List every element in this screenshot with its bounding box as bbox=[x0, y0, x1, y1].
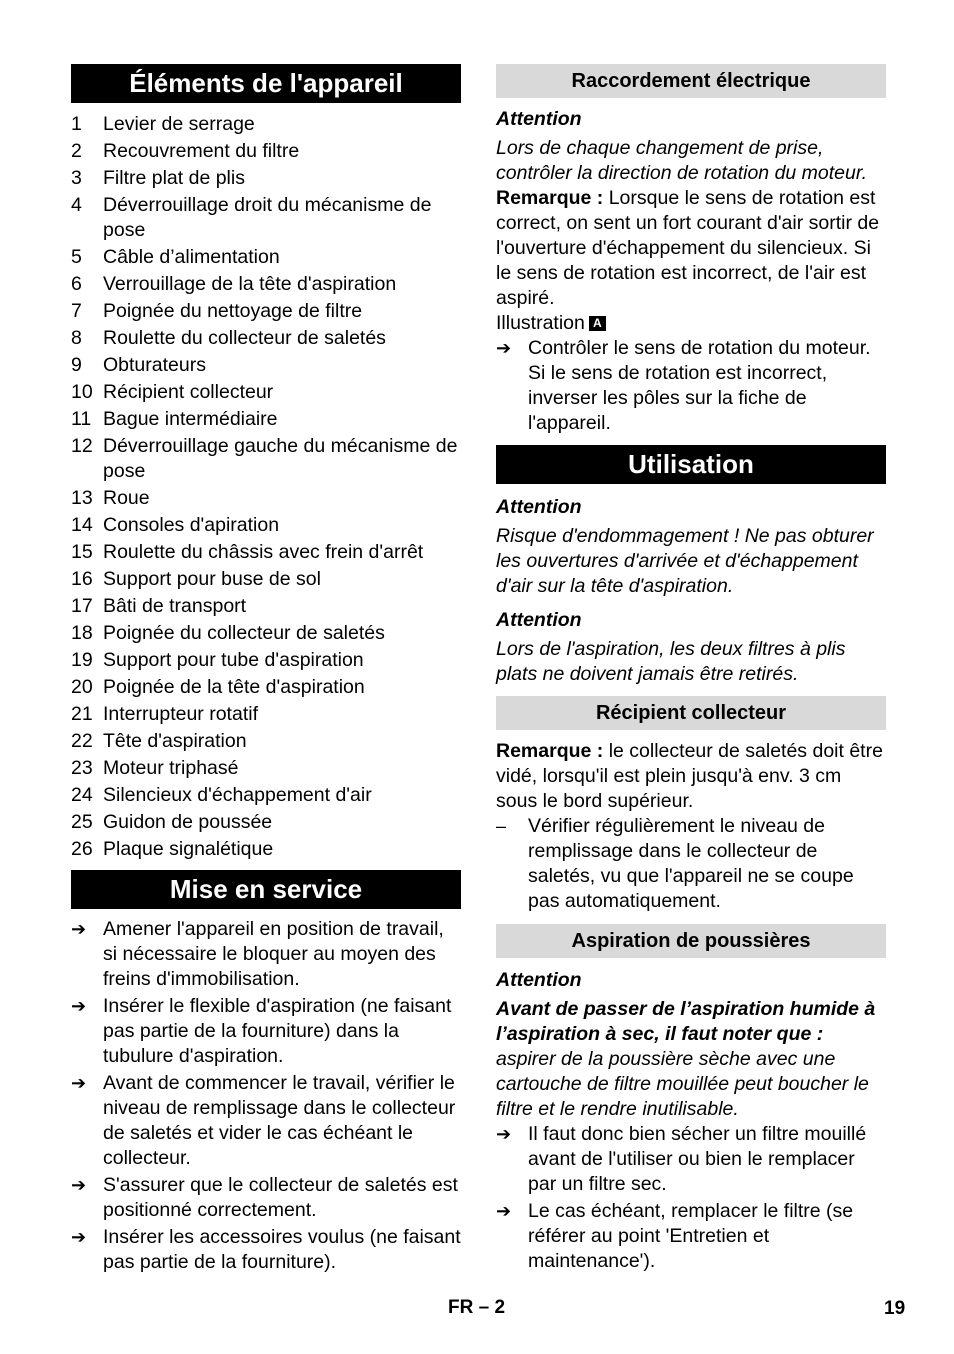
right-column bbox=[496, 64, 886, 1276]
subsection-title-recipient: Récipient collecteur bbox=[496, 696, 886, 730]
item-label: Filtre plat de plis bbox=[103, 167, 245, 189]
item-number: 14 bbox=[71, 514, 93, 536]
item-label: Interrupteur rotatif bbox=[103, 703, 258, 725]
item-number: 22 bbox=[71, 730, 93, 752]
item-number: 11 bbox=[71, 408, 92, 430]
util-warning-2: Lors de l'aspiration, les deux filtres à plis plats ne doivent jamais être retirés. bbox=[496, 638, 846, 685]
parts-list bbox=[71, 112, 461, 862]
page-number: 19 bbox=[884, 1298, 906, 1319]
recip-dash-item bbox=[496, 814, 886, 914]
list-item bbox=[71, 112, 461, 137]
step-item bbox=[71, 1225, 461, 1275]
item-label: Poignée de la tête d'aspiration bbox=[103, 676, 365, 698]
item-label: Tête d'aspiration bbox=[103, 730, 247, 752]
step-item bbox=[71, 1071, 461, 1171]
list-item bbox=[71, 486, 461, 511]
item-label: Poignée du collecteur de saletés bbox=[103, 622, 385, 644]
item-label: Guidon de poussée bbox=[103, 811, 273, 833]
item-label: Roulette du collecteur de saletés bbox=[103, 327, 386, 349]
list-item bbox=[71, 810, 461, 835]
arrow-icon: ➔ bbox=[71, 919, 87, 939]
remark-label: Remarque : bbox=[496, 187, 604, 209]
item-number: 2 bbox=[71, 140, 82, 162]
item-number: 18 bbox=[71, 622, 93, 644]
list-item bbox=[71, 326, 461, 351]
arrow-icon: ➔ bbox=[496, 338, 512, 358]
item-number: 10 bbox=[71, 381, 93, 403]
item-label: Silencieux d'échappement d'air bbox=[103, 784, 372, 806]
item-number: 17 bbox=[71, 595, 93, 617]
step-text: Avant de commencer le travail, vérifier le niveau de remplissage dans le collecteur de saletés et vider le cas échéant le collecteur. bbox=[103, 1072, 456, 1169]
illustration-badge: A bbox=[589, 316, 606, 331]
list-item bbox=[71, 407, 461, 432]
list-item bbox=[71, 299, 461, 324]
list-item bbox=[71, 648, 461, 673]
recip-dash-text: Vérifier régulièrement le niveau de remplissage dans le collecteur de saletés, vu que l'appareil ne se coupe pas automatiquement. bbox=[528, 815, 854, 912]
list-item bbox=[71, 621, 461, 646]
section-title-mise-en-service: Mise en service bbox=[71, 870, 461, 909]
arrow-icon: ➔ bbox=[71, 1175, 87, 1195]
item-label: Poignée du nettoyage de filtre bbox=[103, 300, 363, 322]
item-label: Support pour buse de sol bbox=[103, 568, 321, 590]
list-item bbox=[71, 245, 461, 270]
attention-label: Attention bbox=[496, 108, 582, 130]
elec-step bbox=[496, 336, 886, 436]
item-label: Moteur triphasé bbox=[103, 757, 239, 779]
arrow-icon: ➔ bbox=[71, 1073, 87, 1093]
item-label: Bâti de transport bbox=[103, 595, 247, 617]
list-item bbox=[71, 353, 461, 378]
step-item bbox=[71, 917, 461, 992]
item-number: 3 bbox=[71, 167, 82, 189]
arrow-icon: ➔ bbox=[71, 996, 87, 1016]
item-label: Recouvrement du filtre bbox=[103, 140, 300, 162]
list-item bbox=[71, 594, 461, 619]
item-number: 15 bbox=[71, 541, 93, 563]
subsection-title-raccordement: Raccordement électrique bbox=[496, 64, 886, 98]
step-item bbox=[496, 1122, 886, 1197]
mise-en-service-steps bbox=[71, 917, 461, 1275]
item-label: Verrouillage de la tête d'aspiration bbox=[103, 273, 397, 295]
dash-bullet: – bbox=[496, 816, 507, 836]
step-text: S'assurer que le collecteur de saletés est positionné correctement. bbox=[103, 1174, 458, 1221]
illustration-ref bbox=[496, 311, 886, 336]
elec-warning: Lors de chaque changement de prise, contrôler la direction de rotation du moteur. bbox=[496, 137, 868, 184]
item-number: 6 bbox=[71, 273, 82, 295]
step-item bbox=[496, 1199, 886, 1274]
item-number: 24 bbox=[71, 784, 93, 806]
item-number: 9 bbox=[71, 354, 82, 376]
item-number: 7 bbox=[71, 300, 82, 322]
arrow-icon: ➔ bbox=[496, 1124, 512, 1144]
list-item bbox=[71, 837, 461, 862]
elec-remark-text: Lorsque le sens de rotation est correct, on sent un fort courant d'air sortir de l'ouverture d'échappement du silencieux. Si le sens de rotation est incorrect, de l'air est aspiré. bbox=[496, 187, 880, 309]
left-column bbox=[71, 64, 461, 1277]
dust-warning-text: aspirer de la poussière sèche avec une cartouche de filtre mouillée peut boucher le filtre et le rendre inutilisable. bbox=[496, 1048, 869, 1120]
step-text: Amener l'appareil en position de travail, si nécessaire le bloquer au moyen des freins d'immobilisation. bbox=[103, 918, 444, 990]
step-text: Il faut donc bien sécher un filtre mouillé avant de l'utiliser ou bien le remplacer par un filtre sec. bbox=[528, 1123, 867, 1195]
item-label: Roue bbox=[103, 487, 150, 509]
util-warning-1: Risque d'endommagement ! Ne pas obturer les ouvertures d'arrivée et d'échappement d'air sur la tête d'aspiration. bbox=[496, 525, 874, 597]
item-label: Plaque signalétique bbox=[103, 838, 274, 860]
step-item bbox=[71, 994, 461, 1069]
step-text: Le cas échéant, remplacer le filtre (se référer au point 'Entretien et maintenance'). bbox=[528, 1200, 854, 1272]
list-item bbox=[71, 729, 461, 754]
remark-label: Remarque : bbox=[496, 740, 604, 762]
recip-remark bbox=[496, 739, 886, 814]
step-item bbox=[71, 1173, 461, 1223]
list-item bbox=[71, 540, 461, 565]
list-item bbox=[71, 193, 461, 243]
item-number: 13 bbox=[71, 487, 93, 509]
step-text: Insérer les accessoires voulus (ne faisant pas partie de la fourniture). bbox=[103, 1226, 461, 1273]
recip-remark-text: le collecteur de saletés doit être vidé, lorsqu'il est plein jusqu'à env. 3 cm sous le bord supérieur. bbox=[496, 740, 883, 812]
item-label: Consoles d'apiration bbox=[103, 514, 280, 536]
attention-label: Attention bbox=[496, 496, 582, 518]
item-label: Câble d’alimentation bbox=[103, 246, 280, 268]
list-item bbox=[71, 166, 461, 191]
item-label: Bague intermédiaire bbox=[103, 408, 278, 430]
arrow-icon: ➔ bbox=[496, 1201, 512, 1221]
list-item bbox=[71, 783, 461, 808]
arrow-icon: ➔ bbox=[71, 1227, 87, 1247]
list-item bbox=[71, 702, 461, 727]
list-item bbox=[71, 675, 461, 700]
item-number: 25 bbox=[71, 811, 93, 833]
elec-remark bbox=[496, 186, 886, 311]
list-item bbox=[71, 756, 461, 781]
item-number: 23 bbox=[71, 757, 93, 779]
list-item bbox=[71, 513, 461, 538]
list-item bbox=[71, 139, 461, 164]
elec-step-text: Contrôler le sens de rotation du moteur. Si le sens de rotation est incorrect, inverser les pôles sur la fiche de l'appareil. bbox=[528, 337, 871, 434]
item-label: Roulette du châssis avec frein d'arrêt bbox=[103, 541, 424, 563]
item-number: 1 bbox=[71, 113, 82, 135]
attention-label: Attention bbox=[496, 969, 582, 991]
item-number: 16 bbox=[71, 568, 93, 590]
list-item bbox=[71, 380, 461, 405]
step-text: Insérer le flexible d'aspiration (ne faisant pas partie de la fourniture) dans la tubulure d'aspiration. bbox=[103, 995, 452, 1067]
section-page-label: FR – 2 bbox=[448, 1297, 506, 1318]
dust-warning-bold: Avant de passer de l’aspiration humide à l’aspiration à sec, il faut noter que : bbox=[496, 998, 876, 1045]
item-label: Support pour tube d'aspiration bbox=[103, 649, 364, 671]
item-number: 19 bbox=[71, 649, 93, 671]
item-label: Obturateurs bbox=[103, 354, 206, 376]
item-number: 21 bbox=[71, 703, 93, 725]
attention-label: Attention bbox=[496, 609, 582, 631]
list-item bbox=[71, 567, 461, 592]
item-number: 4 bbox=[71, 194, 82, 216]
item-number: 26 bbox=[71, 838, 93, 860]
item-label: Récipient collecteur bbox=[103, 381, 274, 403]
illustration-label: Illustration bbox=[496, 312, 585, 334]
subsection-title-poussieres: Aspiration de poussières bbox=[496, 924, 886, 958]
item-number: 5 bbox=[71, 246, 82, 268]
section-title-utilisation: Utilisation bbox=[496, 445, 886, 484]
dust-steps bbox=[496, 1122, 886, 1274]
item-number: 8 bbox=[71, 327, 82, 349]
item-label: Déverrouillage gauche du mécanisme de pose bbox=[103, 435, 458, 482]
item-number: 20 bbox=[71, 676, 93, 698]
item-label: Levier de serrage bbox=[103, 113, 255, 135]
list-item bbox=[71, 272, 461, 297]
list-item bbox=[71, 434, 461, 484]
item-label: Déverrouillage droit du mécanisme de pose bbox=[103, 194, 432, 241]
item-number: 12 bbox=[71, 435, 93, 457]
section-title-elements: Éléments de l'appareil bbox=[71, 64, 461, 103]
